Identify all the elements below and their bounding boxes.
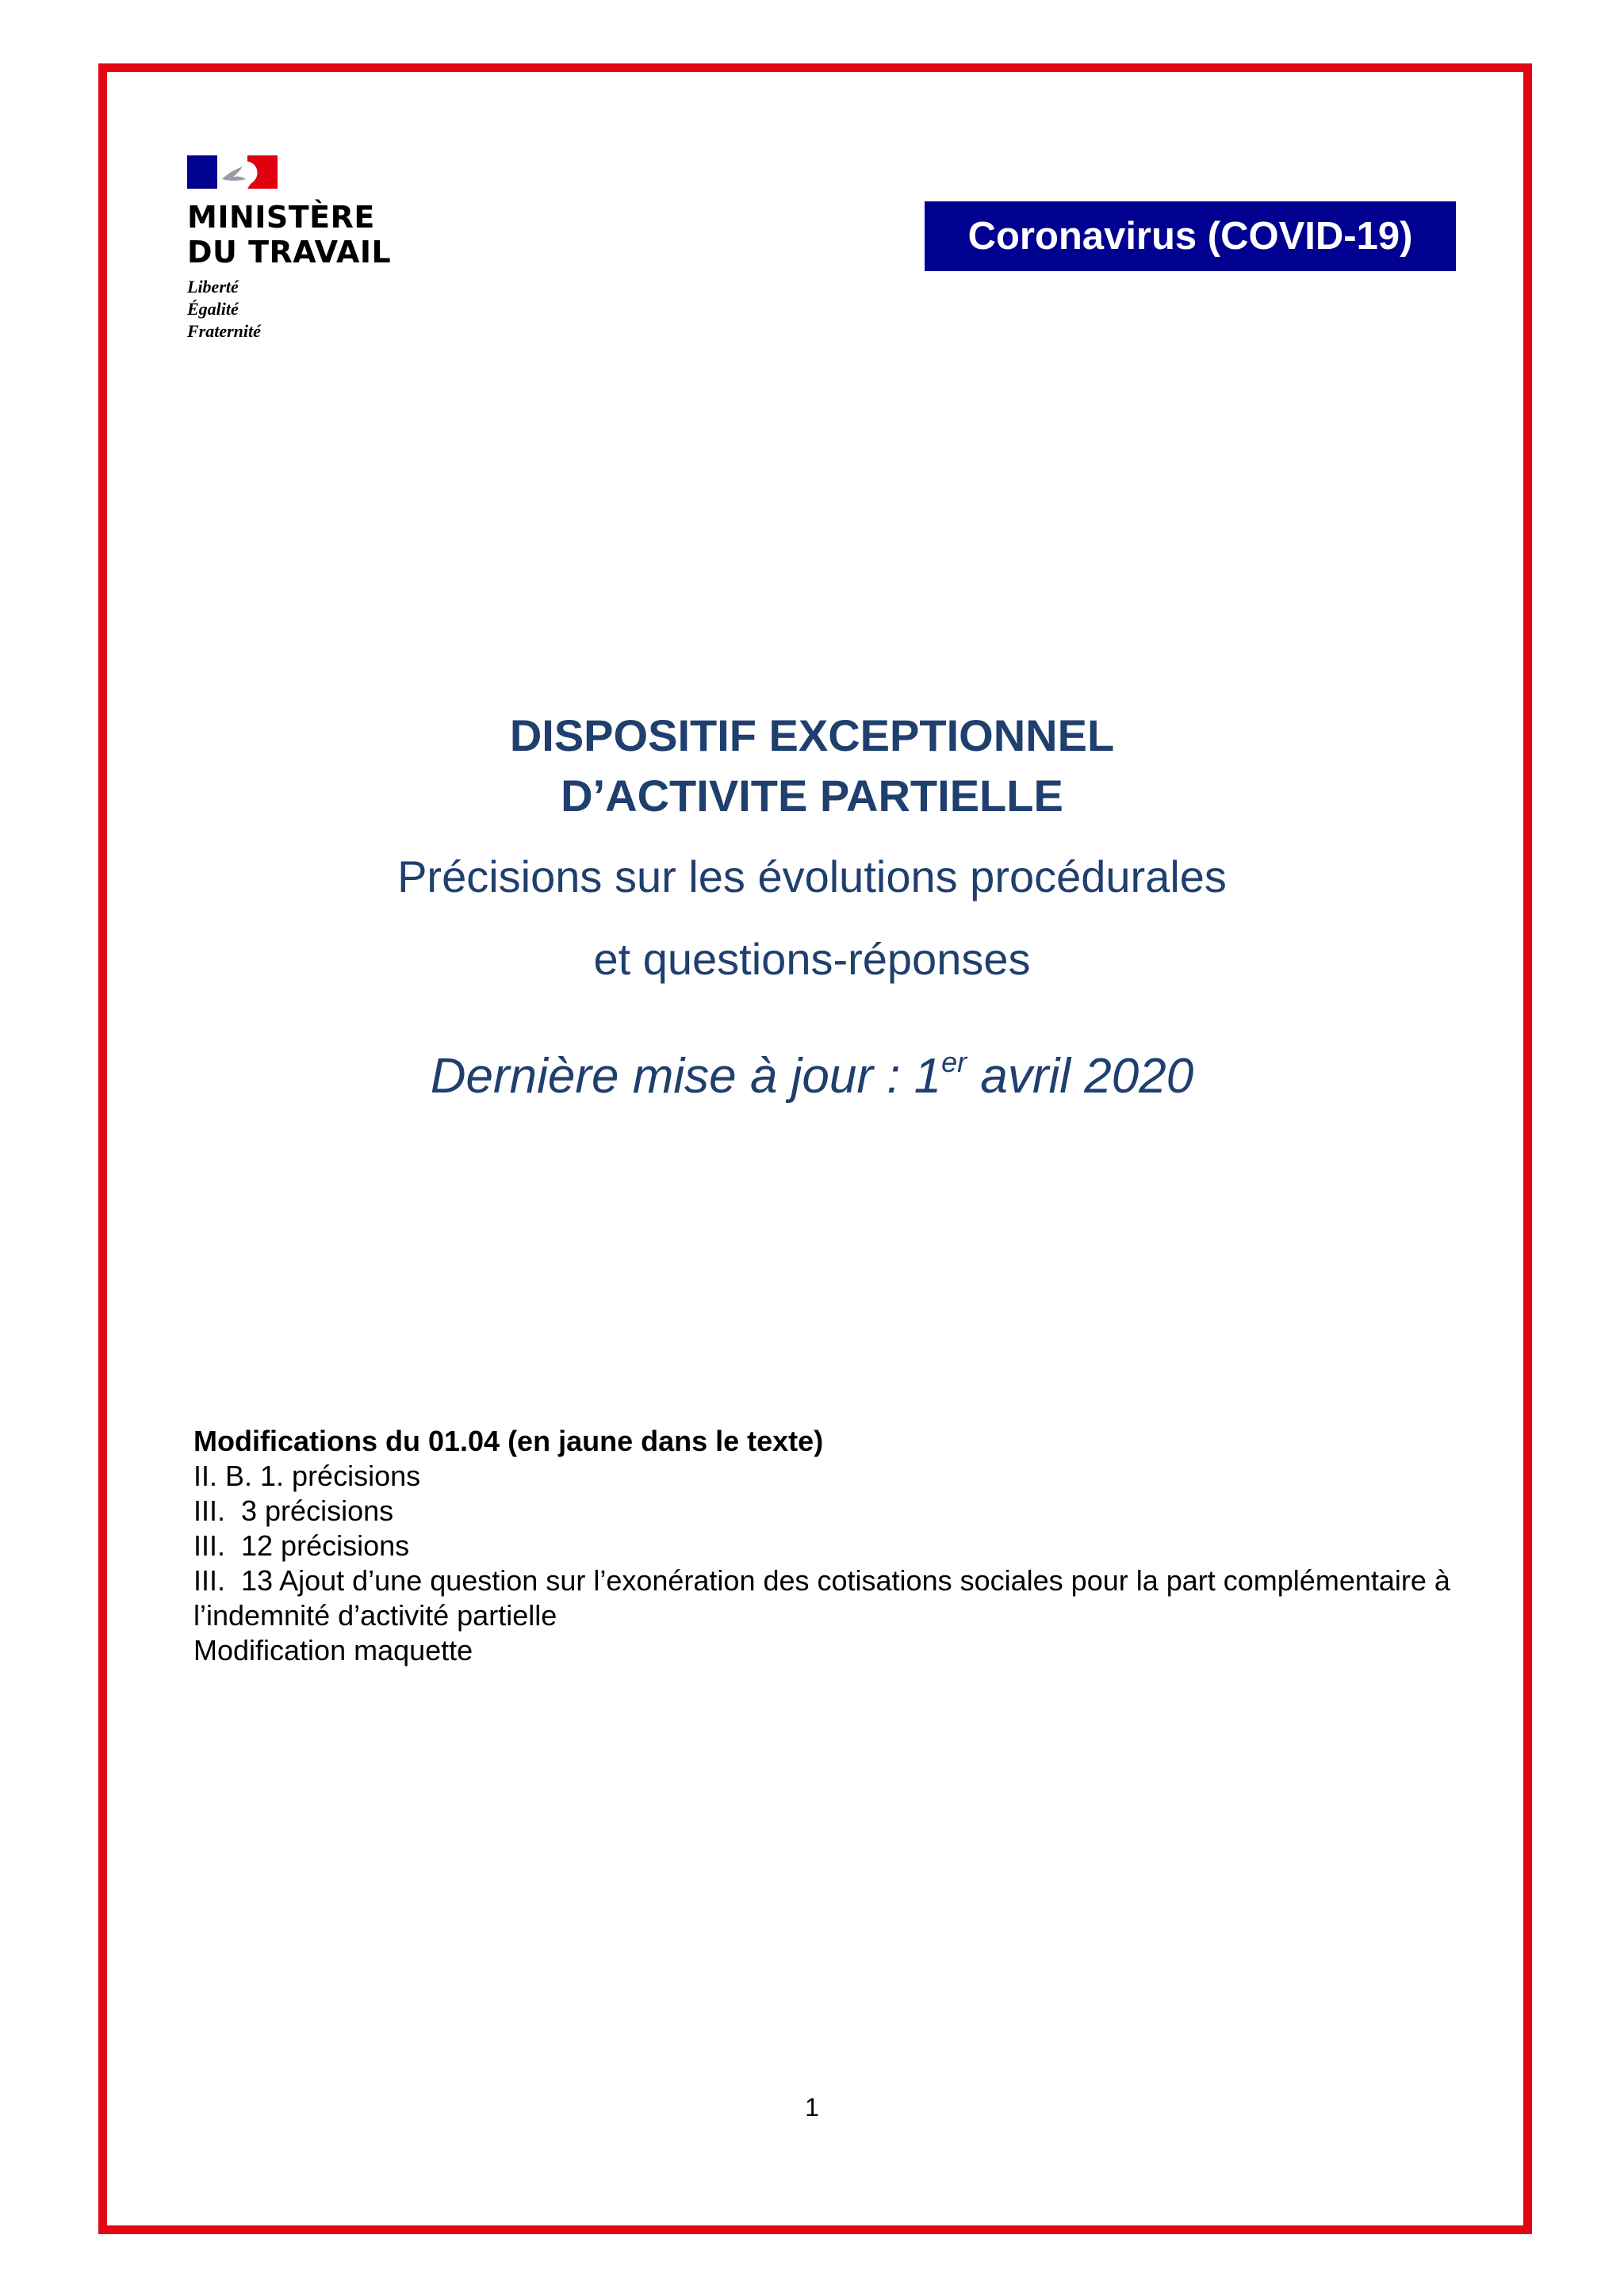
- modification-item: III. 3 précisions: [193, 1494, 394, 1527]
- covid-badge: Coronavirus (COVID-19): [925, 201, 1456, 271]
- title-block: [98, 706, 1526, 1108]
- last-update-prefix: Dernière mise à jour : 1: [430, 1049, 942, 1104]
- document-subtitle-line1: Précisions sur les évolutions procédurales: [397, 851, 1227, 901]
- ministry-name-line2: DU TRAVAIL: [187, 235, 392, 270]
- document-title-line2: D’ACTIVITE PARTIELLE: [561, 771, 1063, 821]
- document-subtitle-line2: et questions-réponses: [593, 934, 1031, 984]
- motto-liberte: Liberté: [187, 277, 239, 297]
- motto-fraternite: Fraternité: [187, 321, 261, 341]
- modification-item: II. B. 1. précisions: [193, 1460, 421, 1492]
- page-number: 1: [805, 2093, 819, 2122]
- last-update-sup: er: [941, 1046, 967, 1078]
- modification-item: Modification maquette: [193, 1634, 473, 1667]
- modification-item: III. 13 Ajout d’une question sur l’exonération des cotisations sociales pour la part complémentaire à l’indemnité d’activité partielle: [193, 1564, 1458, 1632]
- modification-item: III. 12 précisions: [193, 1529, 410, 1562]
- last-update: [98, 1045, 1526, 1108]
- marianne-flag-icon: [187, 155, 278, 189]
- document-title-line1: DISPOSITIF EXCEPTIONNEL: [509, 710, 1115, 760]
- modifications-section: [193, 1424, 1462, 1668]
- ministry-logo: [187, 155, 391, 342]
- page-border: [98, 63, 1532, 2234]
- ministry-name-line1: MINISTÈRE: [187, 200, 375, 235]
- motto-egalite: Égalité: [187, 299, 239, 319]
- last-update-suffix: avril 2020: [967, 1049, 1194, 1104]
- modifications-heading: Modifications du 01.04 (en jaune dans le texte): [193, 1425, 824, 1457]
